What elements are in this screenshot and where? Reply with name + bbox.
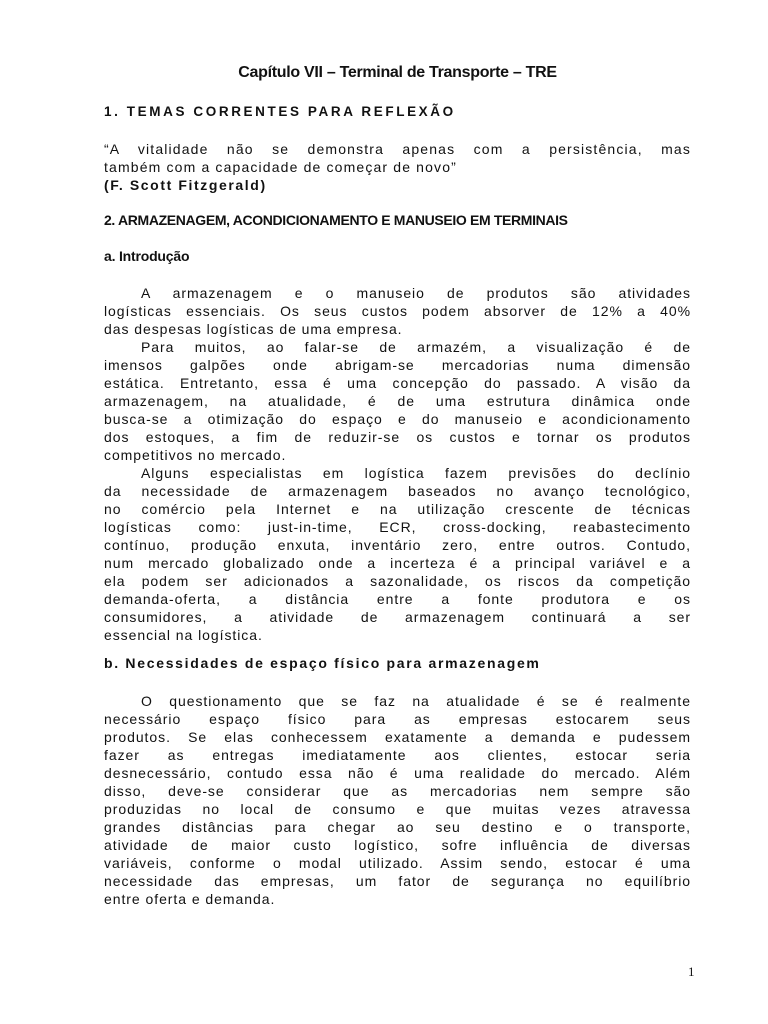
text-line: contínuo, produção enxuta, inventário zero, entre outros. Contudo, xyxy=(104,537,691,553)
text-line: O questionamento que se faz na atualidade é se é realmente xyxy=(141,693,691,709)
text-line: necessário espaço físico para as empresas estocarem seus xyxy=(104,711,691,727)
epigraph-quote xyxy=(104,140,691,194)
text-line: fazer as entregas imediatamente aos clientes, estocar seria xyxy=(104,747,691,763)
intro-text xyxy=(104,284,691,644)
text-line: A armazenagem e o manuseio de produtos são atividades xyxy=(141,285,691,301)
text-line: essencial na logística. xyxy=(104,627,263,643)
quote-author: (F. Scott Fitzgerald) xyxy=(104,177,267,193)
section-2-heading: 2. ARMAZENAGEM, ACONDICIONAMENTO E MANUSEIO EM TERMINAIS xyxy=(104,212,568,228)
text-line: estática. Entretanto, essa é uma concepção do passado. A visão da xyxy=(104,375,691,391)
text-line: ela podem ser adicionados a sazonalidade, os riscos da competição xyxy=(104,573,691,589)
chapter-title: Capítulo VII – Terminal de Transporte – TRE xyxy=(238,64,557,81)
text-line: Para muitos, ao falar-se de armazém, a visualização é de xyxy=(141,339,691,355)
text-line: atividade de maior custo logístico, sofre influência de diversas xyxy=(104,837,691,853)
text-line: das despesas logísticas de uma empresa. xyxy=(104,321,403,337)
subsection-a-heading: a. Introdução xyxy=(104,248,190,264)
text-line: demanda-oferta, a distância entre a fonte produtora e os xyxy=(104,591,691,607)
text-line: entre oferta e demanda. xyxy=(104,891,276,907)
text-line: Alguns especialistas em logística fazem previsões do declínio xyxy=(141,465,691,481)
quote-line: também com a capacidade de começar de novo” xyxy=(104,159,457,175)
text-line: no comércio pela Internet e na utilização crescente de técnicas xyxy=(104,501,691,517)
text-line: competitivos no mercado. xyxy=(104,447,287,463)
quote-line: “A vitalidade não se demonstra apenas com a persistência, mas xyxy=(104,141,691,157)
text-line: dos estoques, a fim de reduzir-se os custos e tornar os produtos xyxy=(104,429,691,445)
text-line: da necessidade de armazenagem baseados no avanço tecnológico, xyxy=(104,483,691,499)
text-line: produtos. Se elas conhecessem exatamente a demanda e pudessem xyxy=(104,729,691,745)
text-line: disso, deve-se considerar que as mercadorias nem sempre são xyxy=(104,783,691,799)
text-line: variáveis, conforme o modal utilizado. Assim sendo, estocar é uma xyxy=(104,855,691,871)
text-line: necessidade das empresas, um fator de segurança no equilíbrio xyxy=(104,873,691,889)
text-line: num mercado globalizado onde a incerteza é a principal variável e a xyxy=(104,555,691,571)
text-line: imensos galpões onde abrigam-se mercadorias numa dimensão xyxy=(104,357,691,373)
text-line: armazenagem, na atualidade, é de uma estrutura dinâmica onde xyxy=(104,393,691,409)
text-line: grandes distâncias para chegar ao seu destino e o transporte, xyxy=(104,819,691,835)
page-number: 1 xyxy=(688,964,695,979)
section-1-heading: 1. TEMAS CORRENTES PARA REFLEXÃO xyxy=(104,104,456,119)
needs-text xyxy=(104,692,691,908)
text-line: consumidores, a atividade de armazenagem continuará a ser xyxy=(104,609,691,625)
subsection-b-heading: b. Necessidades de espaço físico para armazenagem xyxy=(104,655,541,671)
text-line: logísticas essenciais. Os seus custos podem absorver de 12% a 40% xyxy=(104,303,691,319)
text-line: busca-se a otimização do espaço e do manuseio e acondicionamento xyxy=(104,411,691,427)
text-line: desnecessário, contudo essa não é uma realidade do mercado. Além xyxy=(104,765,691,781)
text-line: produzidas no local de consumo e que muitas vezes atravessa xyxy=(104,801,691,817)
text-line: logísticas como: just-in-time, ECR, cross-docking, reabastecimento xyxy=(104,519,691,535)
